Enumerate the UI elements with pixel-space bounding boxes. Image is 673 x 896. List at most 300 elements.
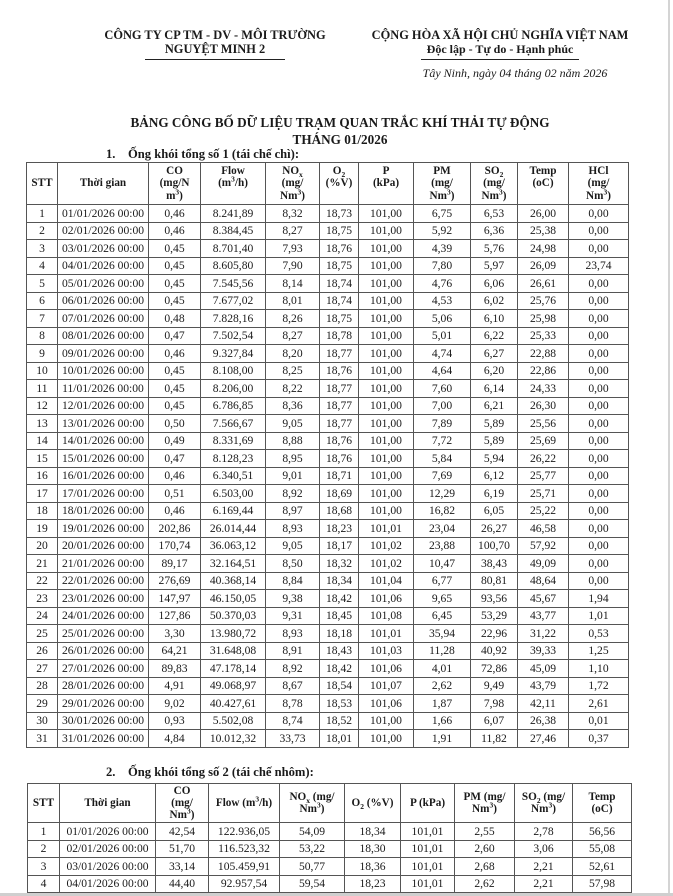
table-row [28,858,632,876]
table-cell: 1,72 [569,677,629,695]
table-cell: 89,83 [149,660,201,678]
table-cell: 3,06 [515,840,573,858]
table-cell: 0,48 [149,310,201,328]
table-cell: 6,10 [471,310,518,328]
table-cell: 5,97 [471,257,518,275]
table-cell: 16,82 [414,502,471,520]
table-header-row [28,784,632,823]
table-cell: 8,74 [266,712,320,730]
table-cell: 0,00 [569,345,629,363]
table-cell: 29/01/2026 00:00 [58,695,149,713]
table-cell: 92.957,54 [209,875,280,893]
table-row [27,432,629,450]
table-cell: 40.368,14 [201,572,266,590]
table-cell: 6,07 [471,712,518,730]
table-cell: 01/01/2026 00:00 [58,205,149,223]
table-cell: 20/01/2026 00:00 [58,537,149,555]
table-cell: 03/01/2026 00:00 [60,858,156,876]
table-cell: 7,80 [414,257,471,275]
table-cell: 40,92 [471,642,518,660]
table-cell: 21 [27,555,58,573]
table-cell: 22/01/2026 00:00 [58,572,149,590]
table-cell: 42,54 [156,823,209,841]
table-cell: 8,14 [266,275,320,293]
table-cell: 0,00 [569,502,629,520]
table-cell: 101,01 [401,875,455,893]
table-row [27,275,629,293]
table-cell: 0,45 [149,292,201,310]
table-row [27,397,629,415]
table-cell: 3 [28,858,60,876]
table-cell: 6,14 [471,380,518,398]
table-cell: 18,69 [320,485,359,503]
table-cell: 0,47 [149,450,201,468]
table-cell: 02/01/2026 00:00 [60,840,156,858]
table-cell: 24/01/2026 00:00 [58,607,149,625]
col-nox: $NO_x$ (mg/ Nm$^3$) [280,784,345,823]
table-cell: 18,74 [320,275,359,293]
section2-number: 2. [106,765,116,779]
table-cell: 101,06 [359,695,414,713]
table-cell: 53,29 [471,607,518,625]
table-cell: 18,30 [345,840,401,858]
table-cell: 45,09 [518,660,569,678]
table-cell: 10 [27,362,58,380]
table-cell: 49.068,97 [201,677,266,695]
stack2-table-body [28,823,632,893]
table-cell: 26,00 [518,205,569,223]
table-cell: 18,34 [320,572,359,590]
col-o2: $O_2$ (%V) [320,163,359,205]
table-cell: 101,00 [359,327,414,345]
table-row [27,485,629,503]
table-cell: 0,51 [149,485,201,503]
table-cell: 101,07 [359,677,414,695]
table-cell: 19 [27,520,58,538]
table-cell: 18,53 [320,695,359,713]
table-cell: 5,84 [414,450,471,468]
table-cell: 100,70 [471,537,518,555]
table-cell: 101,00 [359,467,414,485]
table-cell: 17/01/2026 00:00 [58,485,149,503]
table-cell: 0,45 [149,275,201,293]
table-cell: 8.206,00 [201,380,266,398]
table-cell: 0,00 [569,240,629,258]
table-cell: 22,86 [518,362,569,380]
table-cell: 202,86 [149,520,201,538]
table-cell: 18,75 [320,222,359,240]
table-cell: 33,73 [266,730,320,748]
table-cell: 14 [27,432,58,450]
col-so2: $SO_2$ (mg/ Nm$^3$) [515,784,573,823]
table-cell: 8,20 [266,345,320,363]
table-cell: 18,43 [320,642,359,660]
table-cell: 8,36 [266,397,320,415]
table-cell: 6,20 [471,362,518,380]
table-cell: 101,00 [359,362,414,380]
table-cell: 101,01 [359,520,414,538]
table-cell: 47.178,14 [201,660,266,678]
table-cell: 18,36 [345,858,401,876]
table-cell: 2,21 [515,858,573,876]
table-cell: 0,45 [149,240,201,258]
table-cell: 8.701,40 [201,240,266,258]
table-cell: 22 [27,572,58,590]
table-cell: 170,74 [149,537,201,555]
table-row [27,660,629,678]
table-cell: 6,19 [471,485,518,503]
table-cell: 1,66 [414,712,471,730]
table-cell: 8,26 [266,310,320,328]
table-cell: 09/01/2026 00:00 [58,345,149,363]
table-cell: 7,93 [266,240,320,258]
table-cell: 2,68 [455,858,515,876]
table-cell: 18/01/2026 00:00 [58,502,149,520]
table-cell: 25,33 [518,327,569,345]
table-cell: 8,97 [266,502,320,520]
table-cell: 0,00 [569,520,629,538]
table-cell: 101,00 [359,380,414,398]
table-cell: 01/01/2026 00:00 [60,823,156,841]
table-cell: 101,01 [401,840,455,858]
table-cell: 16/01/2026 00:00 [58,467,149,485]
table-cell: 18 [27,502,58,520]
table-cell: 9.327,84 [201,345,266,363]
table-cell: 6,45 [414,607,471,625]
section2-title: Ống khói tổng số 2 (tái chế nhôm): [128,765,314,779]
table-row [27,520,629,538]
table-cell: 49,09 [518,555,569,573]
table-cell: 8,84 [266,572,320,590]
table-cell: 18,54 [320,677,359,695]
table-cell: 8,22 [266,380,320,398]
table-cell: 4,39 [414,240,471,258]
table-cell: 8,93 [266,625,320,643]
table-row [27,537,629,555]
table-cell: 8.108,00 [201,362,266,380]
table-cell: 43,79 [518,677,569,695]
table-cell: 1,25 [569,642,629,660]
table-cell: 7,89 [414,415,471,433]
table-cell: 101,00 [359,222,414,240]
table-cell: 101,08 [359,607,414,625]
table-cell: 23,88 [414,537,471,555]
col-time: Thời gian [60,784,156,823]
table-row [27,415,629,433]
table-cell: 2,60 [455,840,515,858]
table-cell: 18,76 [320,362,359,380]
table-cell: 06/01/2026 00:00 [58,292,149,310]
table-cell: 1,87 [414,695,471,713]
table-cell: 0,46 [149,222,201,240]
table-cell: 19/01/2026 00:00 [58,520,149,538]
table-cell: 101,00 [359,275,414,293]
table-cell: 0,93 [149,712,201,730]
table-cell: 25,38 [518,222,569,240]
table-cell: 15 [27,450,58,468]
table-cell: 0,00 [569,380,629,398]
national-header [355,28,645,60]
table-cell: 26/01/2026 00:00 [58,642,149,660]
table-cell: 8.384,45 [201,222,266,240]
table-cell: 101,01 [359,625,414,643]
table-cell: 12/01/2026 00:00 [58,397,149,415]
table-cell: 18,17 [320,537,359,555]
table-cell: 22,88 [518,345,569,363]
table-cell: 72,86 [471,660,518,678]
table-cell: 6,12 [471,467,518,485]
table-row [27,380,629,398]
table-cell: 0,45 [149,362,201,380]
table-cell: 05/01/2026 00:00 [58,275,149,293]
table-cell: 7,72 [414,432,471,450]
table-cell: 16 [27,467,58,485]
table-cell: 5 [27,275,58,293]
stack1-data-table [26,162,629,748]
table-cell: 18,75 [320,257,359,275]
table-cell: 18,76 [320,432,359,450]
table-cell: 24,33 [518,380,569,398]
table-cell: 51,70 [156,840,209,858]
table-cell: 4 [28,875,60,893]
table-cell: 8,78 [266,695,320,713]
table-cell: 6.169,44 [201,502,266,520]
table-cell: 25,56 [518,415,569,433]
table-cell: 6,27 [471,345,518,363]
table-cell: 6.786,85 [201,397,266,415]
table-row [27,257,629,275]
table-row [28,840,632,858]
table-cell: 105.459,91 [209,858,280,876]
table-cell: 5,94 [471,450,518,468]
table-cell: 48,64 [518,572,569,590]
table-cell: 5,06 [414,310,471,328]
section1-heading [106,147,299,162]
col-co: CO (mg/N $m^3$) [149,163,201,205]
table-cell: 10/01/2026 00:00 [58,362,149,380]
table-cell: 8,91 [266,642,320,660]
table-cell: 6.503,00 [201,485,266,503]
table-row [27,205,629,223]
col-nox: $NO_x$ (mg/ Nm$^3$) [266,163,320,205]
table-row [27,730,629,748]
table-cell: 18,77 [320,345,359,363]
table-cell: 23,74 [569,257,629,275]
company-header [90,28,340,60]
table-cell: 45,67 [518,590,569,608]
table-cell: 9,02 [149,695,201,713]
table-cell: 59,54 [280,875,345,893]
table-cell: 116.523,32 [209,840,280,858]
table-cell: 26.014,44 [201,520,266,538]
table-cell: 4 [27,257,58,275]
table-row [27,450,629,468]
table-cell: 0,46 [149,205,201,223]
table-cell: 2,78 [515,823,573,841]
title-line1: BẢNG CÔNG BỐ DỮ LIỆU TRẠM QUAN TRẮC KHÍ THẢI TỰ ĐỘNG [130,115,550,130]
table-cell: 26,27 [471,520,518,538]
table-cell: 4,64 [414,362,471,380]
table-cell: 18,78 [320,327,359,345]
table-cell: 0,01 [569,712,629,730]
table-cell: 55,08 [573,840,632,858]
table-cell: 93,56 [471,590,518,608]
table-cell: 18,74 [320,292,359,310]
table-cell: 7,60 [414,380,471,398]
table-cell: 64,21 [149,642,201,660]
table-cell: 0,37 [569,730,629,748]
table-cell: 15/01/2026 00:00 [58,450,149,468]
table-row [28,823,632,841]
table-cell: 101,00 [359,712,414,730]
table-cell: 02/01/2026 00:00 [58,222,149,240]
table-cell: 28 [27,677,58,695]
document-title [60,114,620,148]
table-row [27,590,629,608]
table-cell: 101,01 [401,823,455,841]
table-cell: 18,23 [345,875,401,893]
table-cell: 8,50 [266,555,320,573]
table-cell: 101,03 [359,642,414,660]
table-cell: 30/01/2026 00:00 [58,712,149,730]
table-row [27,695,629,713]
col-pm: PM (mg/ Nm$^3$) [414,163,471,205]
table-cell: 0,45 [149,257,201,275]
table-cell: 9,65 [414,590,471,608]
table-cell: 46,58 [518,520,569,538]
col-flow: Flow $(m^3/h)$ [209,784,280,823]
table-cell: 36.063,12 [201,537,266,555]
table-cell: 7.545,56 [201,275,266,293]
table-cell: 7.502,54 [201,327,266,345]
stack2-data-table [27,783,632,893]
republic-name: CỘNG HÒA XÃ HỘI CHỦ NGHĨA VIỆT NAM [371,28,629,42]
table-cell: 0,00 [569,432,629,450]
table-cell: 57,98 [573,875,632,893]
table-cell: 101,02 [359,537,414,555]
table-cell: 18,42 [320,660,359,678]
table-row [27,712,629,730]
table-cell: 0,00 [569,310,629,328]
table-row [27,607,629,625]
table-cell: 2,55 [455,823,515,841]
table-row [27,292,629,310]
table-cell: 0,46 [149,345,201,363]
table-cell: 18,01 [320,730,359,748]
table-cell: 28/01/2026 00:00 [58,677,149,695]
table-cell: 57,92 [518,537,569,555]
table-cell: 101,01 [401,858,455,876]
table-cell: 2,62 [414,677,471,695]
table-cell: 50.370,03 [201,607,266,625]
table-cell: 17 [27,485,58,503]
table-cell: 43,77 [518,607,569,625]
table-cell: 5,76 [471,240,518,258]
table-cell: 18,76 [320,240,359,258]
table-cell: 1,94 [569,590,629,608]
table-cell: 18,52 [320,712,359,730]
table-cell: 50,77 [280,858,345,876]
table-cell: 31.648,08 [201,642,266,660]
table-cell: 7,90 [266,257,320,275]
table-cell: 8,27 [266,222,320,240]
table-cell: 101,00 [359,397,414,415]
table-cell: 26,22 [518,450,569,468]
table-cell: 46.150,05 [201,590,266,608]
col-p: P (kPa) [401,784,455,823]
table-cell: 4,84 [149,730,201,748]
table-cell: 39,33 [518,642,569,660]
col-so2: $SO_2$ (mg/ Nm$^3$) [471,163,518,205]
table-cell: 0,00 [569,222,629,240]
table-cell: 4,76 [414,275,471,293]
table-cell: 0,00 [569,450,629,468]
table-cell: 8.241,89 [201,205,266,223]
table-cell: 6,05 [471,502,518,520]
table-cell: 0,46 [149,467,201,485]
table-cell: 89,17 [149,555,201,573]
table-cell: 101,02 [359,555,414,573]
company-name-line1: CÔNG TY CP TM - DV - MÔI TRƯỜNG [104,28,326,42]
table-cell: 8,92 [266,485,320,503]
table-cell: 23,04 [414,520,471,538]
table-cell: 2,61 [569,695,629,713]
table-cell: 54,09 [280,823,345,841]
table-cell: 11 [27,380,58,398]
table-cell: 9 [27,345,58,363]
table-cell: 18,42 [320,590,359,608]
table-cell: 8 [27,327,58,345]
table-cell: 29 [27,695,58,713]
table-cell: 7 [27,310,58,328]
table-row [27,362,629,380]
table-cell: 18,18 [320,625,359,643]
table-cell: 0,00 [569,275,629,293]
table-cell: 44,40 [156,875,209,893]
section1-title: Ống khói tổng số 1 (tái chế chì): [128,147,300,161]
table-row [27,677,629,695]
table-cell: 8,92 [266,660,320,678]
table-cell: 12 [27,397,58,415]
table-cell: 1,91 [414,730,471,748]
col-o2: $O_2$ (%V) [345,784,401,823]
table-cell: 6 [27,292,58,310]
table-row [27,467,629,485]
table-cell: 0,00 [569,327,629,345]
table-cell: 25,69 [518,432,569,450]
table-cell: 18,77 [320,397,359,415]
table-cell: 9,49 [471,677,518,695]
table-cell: 25,98 [518,310,569,328]
table-cell: 5,89 [471,415,518,433]
section1-number: 1. [106,147,116,161]
table-cell: 6,02 [471,292,518,310]
table-cell: 31 [27,730,58,748]
table-cell: 0,00 [569,555,629,573]
table-cell: 30 [27,712,58,730]
table-cell: 24 [27,607,58,625]
table-cell: 25 [27,625,58,643]
table-cell: 8,67 [266,677,320,695]
table-cell: 2,21 [515,875,573,893]
table-cell: 9,38 [266,590,320,608]
table-row [27,345,629,363]
table-cell: 26,38 [518,712,569,730]
table-cell: 24,98 [518,240,569,258]
table-cell: 8,25 [266,362,320,380]
table-cell: 26 [27,642,58,660]
table-cell: 101,04 [359,572,414,590]
